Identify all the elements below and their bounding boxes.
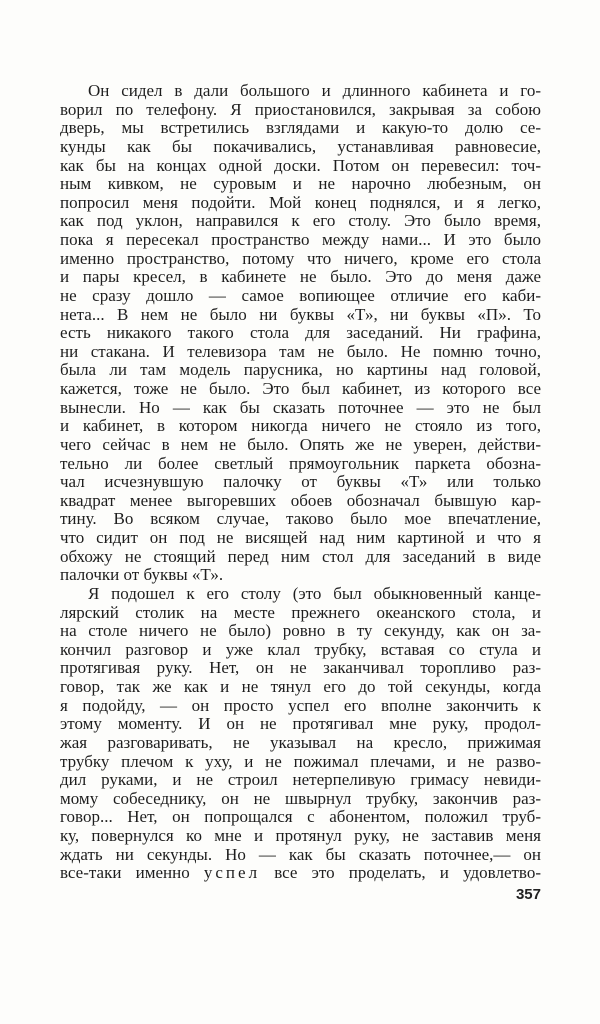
text-line: трубку плечом к уху, и не пожимал плечами, и не разво- [60,752,541,771]
text-line: ждать ни секунды. Но — как бы сказать поточнее,— он [60,845,541,864]
text-span: все это проделать, и удовлетво- [260,864,541,883]
text-line: пока я пересекал пространство между нами... И это было [60,231,541,249]
text-line: как под уклон, направился к его столу. Это было время, [60,212,541,231]
text-line: говор... Нет, он попрощался с абонентом, положил труб- [60,808,541,827]
text-line: что сидит он под не висящей над ним картиной и что я [60,529,541,547]
text-line: я подойду, — он просто успел его вполне закончить к [60,696,541,715]
text-line: протягивая руку. Нет, он не заканчивал торопливо раз- [60,659,541,678]
text-line: вынесли. Но — как бы сказать поточнее — это не был [60,398,541,417]
book-page-text [60,82,541,883]
text-line: мому собеседнику, он не швырнул трубку, закончив раз- [60,789,541,808]
text-line: говор, так же как и не тянул его до той секунды, когда [60,678,541,696]
emphasized-word: успел [203,864,261,883]
paragraph [60,585,541,883]
text-line: попросил меня подойти. Мой конец поднялся, и я легко, [60,193,541,212]
text-line: как бы на концах одной доски. Потом он перевесил: точ- [60,156,541,175]
text-line: есть никакого такого стола для заседаний. Ни графина, [60,324,541,343]
text-line: ворил по телефону. Я приостановился, закрывая за собою [60,100,541,119]
text-line: тельно ли более светлый прямоугольник паркета обозна- [60,454,541,473]
text-line: чего сейчас в нем не было. Опять же не уверен, действи- [60,435,541,454]
text-line: жая разговаривать, не указывал на кресло, прижимая [60,733,541,752]
text-line: и кабинет, в котором никогда ничего не стояло из того, [60,417,541,436]
text-line: именно пространство, потому что ничего, кроме его стола [60,249,541,268]
text-line: нета... В нем не было ни буквы «Т», ни буквы «П». То [60,305,541,324]
text-span: все-таки именно [60,864,204,883]
text-line: палочки от буквы «Т». [60,566,224,585]
text-line: дверь, мы встретились взглядами и какую-то долю се- [60,119,541,138]
text-line: ни стакана. И телевизора там не было. Не помню точно, [60,342,541,361]
text-line: ным кивком, не суровым и не нарочно любезным, он [60,175,541,194]
text-line: кажется, тоже не было. Это был кабинет, из которого все [60,380,541,398]
text-line: чал исчезнувшую палочку от буквы «Т» или только [60,473,541,492]
text-line: и пары кресел, в кабинете не было. Это до меня даже [60,268,541,287]
text-line: квадрат менее выгоревших обоев обозначал бывшую кар- [60,491,541,510]
text-line: на столе ничего не было) ровно в ту секунду, как он за- [60,622,541,641]
text-line: Я подошел к его столу (это был обыкновенный канце- [88,584,541,603]
text-line: кунды как бы покачивались, устанавливая равновесие, [60,137,541,156]
text-line: этому моменту. И он не протягивал мне руку, продол- [60,715,541,734]
text-line: кончил разговор и уже клал трубку, вставая со стула и [60,640,541,659]
text-line: обхожу не стоящий перед ним стол для заседаний в виде [60,547,541,566]
text-line: не сразу дошло — самое вопиющее отличие его каби- [60,286,541,305]
text-line [60,864,541,883]
paragraph [60,82,541,585]
text-line: Он сидел в дали большого и длинного кабинета и го- [88,82,541,100]
text-line: дил руками, и не строил нетерпеливую гримасу невиди- [60,771,541,790]
text-line: была ли там модель парусника, но картины над головой, [60,361,541,380]
text-line: ку, повернулся ко мне и протянул руку, не заставив меня [60,827,541,845]
text-line: лярский столик на месте прежнего океанского стола, и [60,603,541,622]
page-number: 357 [515,886,541,903]
text-line: тину. Во всяком случае, таково было мое впечатление, [60,510,541,529]
